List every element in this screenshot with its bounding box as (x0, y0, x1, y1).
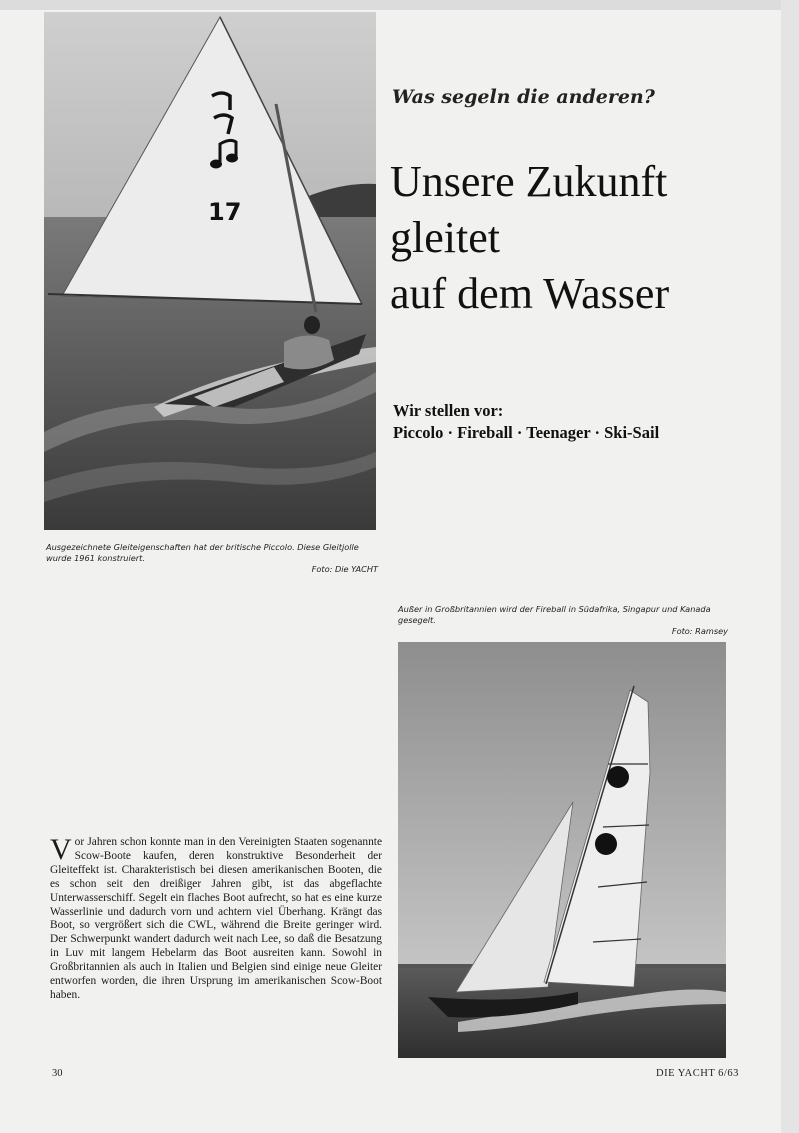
page-number: 30 (52, 1068, 63, 1079)
headline-line: gleitet (390, 213, 500, 262)
headline-line: auf dem Wasser (390, 269, 670, 318)
article-body-text: or Jahren schon konnte man in den Vereinigten Staaten sogenannte Scow-Boote kaufen, deren konstruktive Besonderheit der Gleiteffekt ist. Charakteristisch bei diesen amerikanischen Booten, die es schon seit den dreißiger Jahren gibt, ist das abgeflachte Unterwasserschiff. Segelt ein flaches Boot aufrecht, so hat es eine kurze Wasserlinie und dadurch vorn und achtern viel Überhang. Krängt das Boot, so vergrößert sich die CWL, während die Breite geringer wird. Der Schwerpunkt wandert dadurch weit nach Lee, so daß die Besatzung in Luv mit langem Hebelarm das Boot ausreiten kann. Sowohl in Großbritannien als auch in Italien und Belgien sind einige neue Gleiter entworfen worden, die ihren Ursprung im amerikanischen Scow-Boot haben. (50, 836, 382, 1001)
fireball-caption (398, 604, 728, 637)
piccolo-caption-text: Ausgezeichnete Gleiteigenschaften hat der britische Piccolo. Diese Gleitjolle wurde 1961 konstruiert. (46, 542, 359, 563)
fireball-caption-text: Außer in Großbritannien wird der Fireball in Südafrika, Singapur und Kanada gesegelt. (398, 604, 711, 625)
sail-number: 17 (208, 198, 242, 226)
subtitle-boat-list: Piccolo · Fireball · Teenager · Ski-Sail (393, 423, 660, 442)
page-top-edge (0, 0, 799, 10)
piccolo-photo (44, 12, 376, 530)
magazine-issue: DIE YACHT 6/63 (656, 1068, 739, 1079)
headline-line: Unsere Zukunft (390, 157, 668, 206)
subtitle-intro: Wir stellen vor: (393, 401, 504, 420)
headline (390, 154, 770, 322)
fireball-photo-credit: Foto: Ramsey (671, 626, 728, 636)
piccolo-photo-credit: Foto: Die YACHT (311, 564, 378, 574)
fireball-photo (398, 642, 726, 1058)
article-body (50, 833, 382, 1003)
drop-cap: V (50, 833, 72, 866)
piccolo-caption (46, 542, 378, 575)
kicker: Was segeln die anderen? (392, 86, 655, 108)
page-right-edge (781, 0, 799, 1133)
